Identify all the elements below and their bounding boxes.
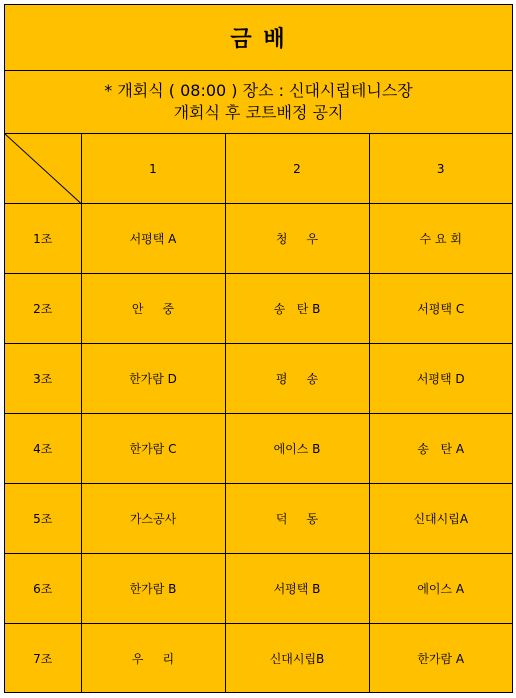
bracket-sheet (4, 4, 513, 693)
team-cell: 신대시립B (225, 624, 369, 694)
team-cell: 서평택 B (225, 554, 369, 624)
group-label: 4조 (5, 414, 81, 484)
group-label: 2조 (5, 274, 81, 344)
group-label: 6조 (5, 554, 81, 624)
team-cell: 수 요 회 (369, 204, 512, 274)
group-label: 3조 (5, 344, 81, 414)
table-row (5, 624, 512, 694)
team-cell: 우 리 (81, 624, 225, 694)
table-row (5, 414, 512, 484)
notice-line-1: * 개회식 ( 08:00 ) 장소 : 신대시립테니스장 (104, 81, 413, 100)
diagonal-line (5, 134, 81, 203)
team-cell: 한가람 B (81, 554, 225, 624)
team-cell: 에이스 B (225, 414, 369, 484)
team-cell: 신대시립A (369, 484, 512, 554)
group-table (5, 134, 512, 693)
group-label: 1조 (5, 204, 81, 274)
page-title: 금 배 (5, 5, 512, 71)
notice-box (5, 71, 512, 134)
group-label: 7조 (5, 624, 81, 694)
table-row (5, 204, 512, 274)
corner-cell (5, 134, 81, 204)
table-row (5, 274, 512, 344)
team-cell: 서평택 C (369, 274, 512, 344)
column-header-3: 3 (369, 134, 512, 204)
team-cell: 에이스 A (369, 554, 512, 624)
team-cell: 서평택 D (369, 344, 512, 414)
team-cell: 덕 동 (225, 484, 369, 554)
team-cell: 한가람 C (81, 414, 225, 484)
team-cell: 평 송 (225, 344, 369, 414)
table-row (5, 484, 512, 554)
team-cell: 서평택 A (81, 204, 225, 274)
group-label: 5조 (5, 484, 81, 554)
team-cell: 송 탄 B (225, 274, 369, 344)
team-cell: 송 탄 A (369, 414, 512, 484)
team-cell: 가스공사 (81, 484, 225, 554)
team-cell: 청 우 (225, 204, 369, 274)
team-cell: 안 중 (81, 274, 225, 344)
table-row (5, 554, 512, 624)
notice-line-2: 개회식 후 코트배정 공지 (173, 103, 344, 122)
column-header-1: 1 (81, 134, 225, 204)
header-row (5, 134, 512, 204)
team-cell: 한가람 A (369, 624, 512, 694)
team-cell: 한가람 D (81, 344, 225, 414)
column-header-2: 2 (225, 134, 369, 204)
table-row (5, 344, 512, 414)
